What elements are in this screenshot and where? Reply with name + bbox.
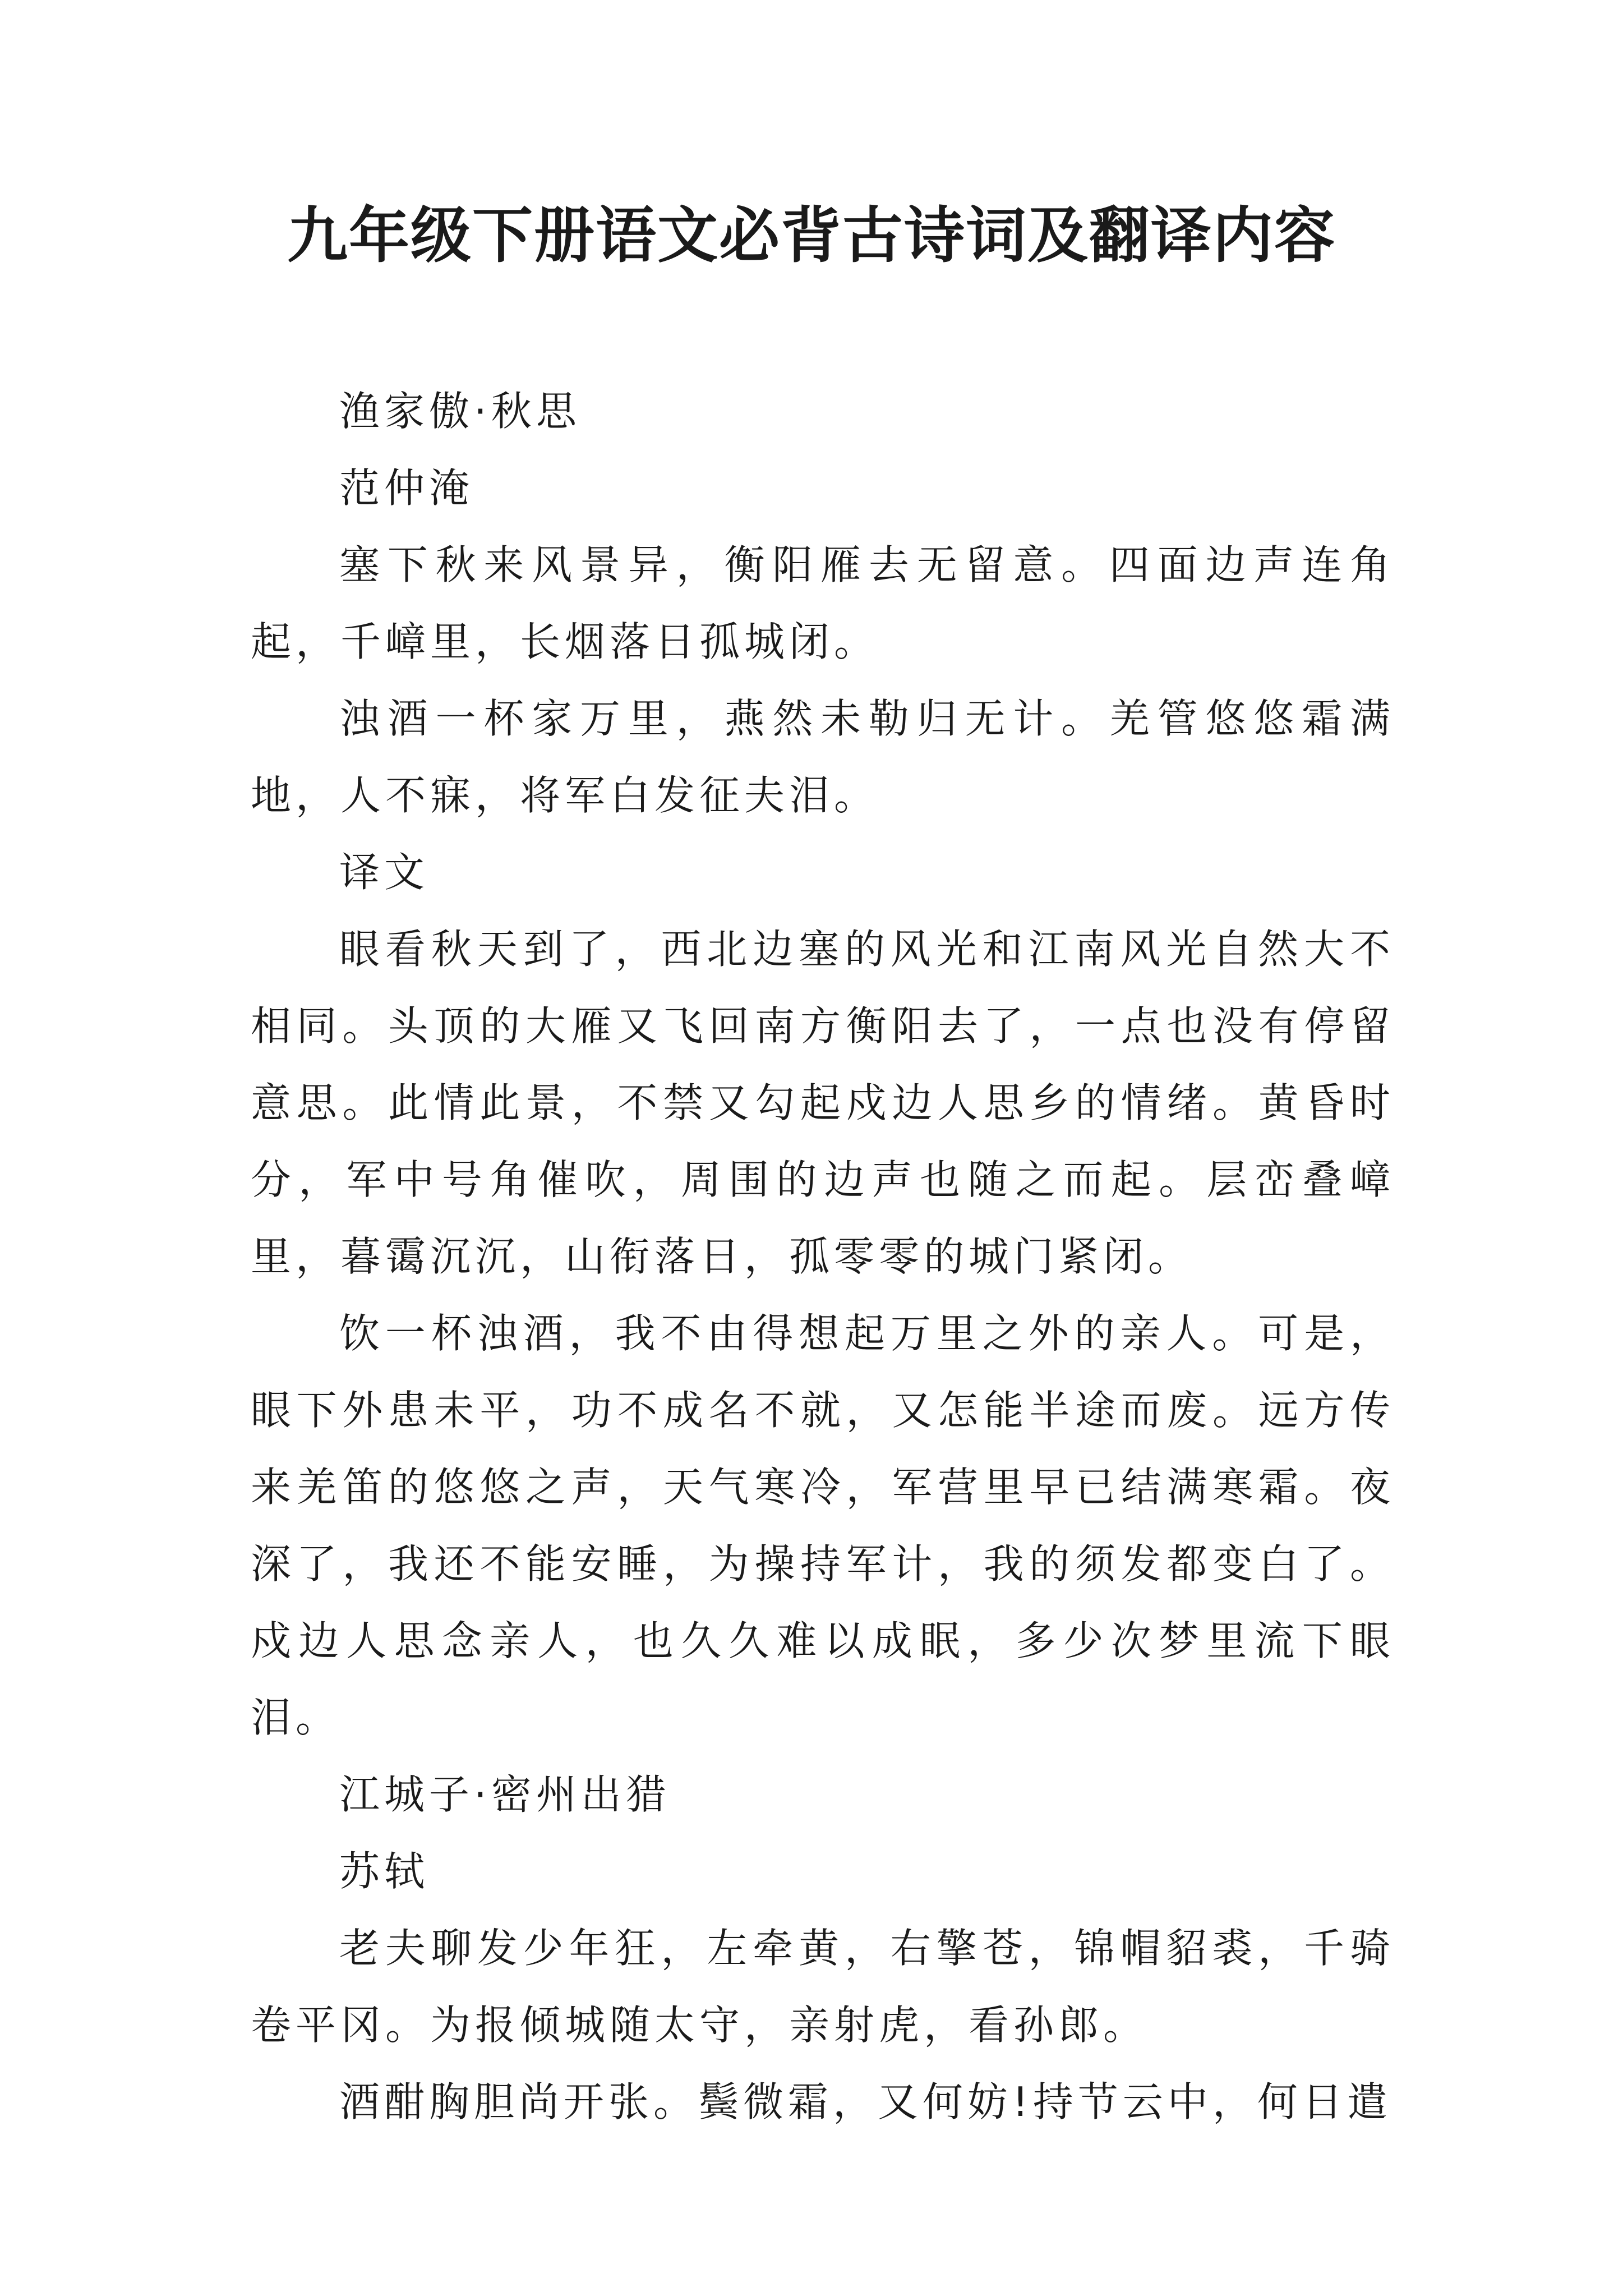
poem-author: 苏轼 — [339, 1848, 430, 1895]
poem-stanza: 老夫聊发少年狂，左牵黄，右擎苍，锦帽貂裘，千骑卷平冈。为报倾城随太守，亲射虎，看孙郎。 — [251, 1925, 1395, 2049]
document-body — [251, 373, 1395, 2141]
translation-paragraph: 饮一杯浊酒，我不由得想起万里之外的亲人。可是，眼下外患未平，功不成名不就，又怎能半途而废。远方传来羌笛的悠悠之声，天气寒冷，军营里早已结满寒霜。夜深了，我还不能安睡，为操持军计，我的须发都变白了。戍边人思念亲人，也久久难以成眠，多少次梦里流下眼泪。 — [251, 1310, 1395, 1741]
translation-paragraph: 眼看秋天到了，西北边塞的风光和江南风光自然大不相同。头顶的大雁又飞回南方衡阳去了，一点也没有停留意思。此情此景，不禁又勾起戍边人思乡的情绪。黄昏时分，军中号角催吹，周围的边声也随之而起。层峦叠嶂里，暮霭沉沉，山衔落日，孤零零的城门紧闭。 — [251, 926, 1395, 1280]
poem-stanza: 塞下秋来风景异，衡阳雁去无留意。四面边声连角起，千嶂里，长烟落日孤城闭。 — [251, 541, 1395, 665]
poem-author: 范仲淹 — [339, 464, 474, 512]
poem-title: 江城子·密州出猎 — [339, 1771, 671, 1818]
poem-title: 渔家傲·秋思 — [339, 388, 581, 435]
poem-stanza: 浊酒一杯家万里，燕然未勒归无计。羌管悠悠霜满地，人不寐，将军白发征夫泪。 — [251, 695, 1395, 819]
poem-stanza: 酒酣胸胆尚开张。鬓微霜，又何妨!持节云中，何日遣 — [339, 2078, 1392, 2125]
translation-heading: 译文 — [339, 849, 430, 896]
document-title: 九年级下册语文必背古诗词及翻译内容 — [287, 200, 1336, 271]
